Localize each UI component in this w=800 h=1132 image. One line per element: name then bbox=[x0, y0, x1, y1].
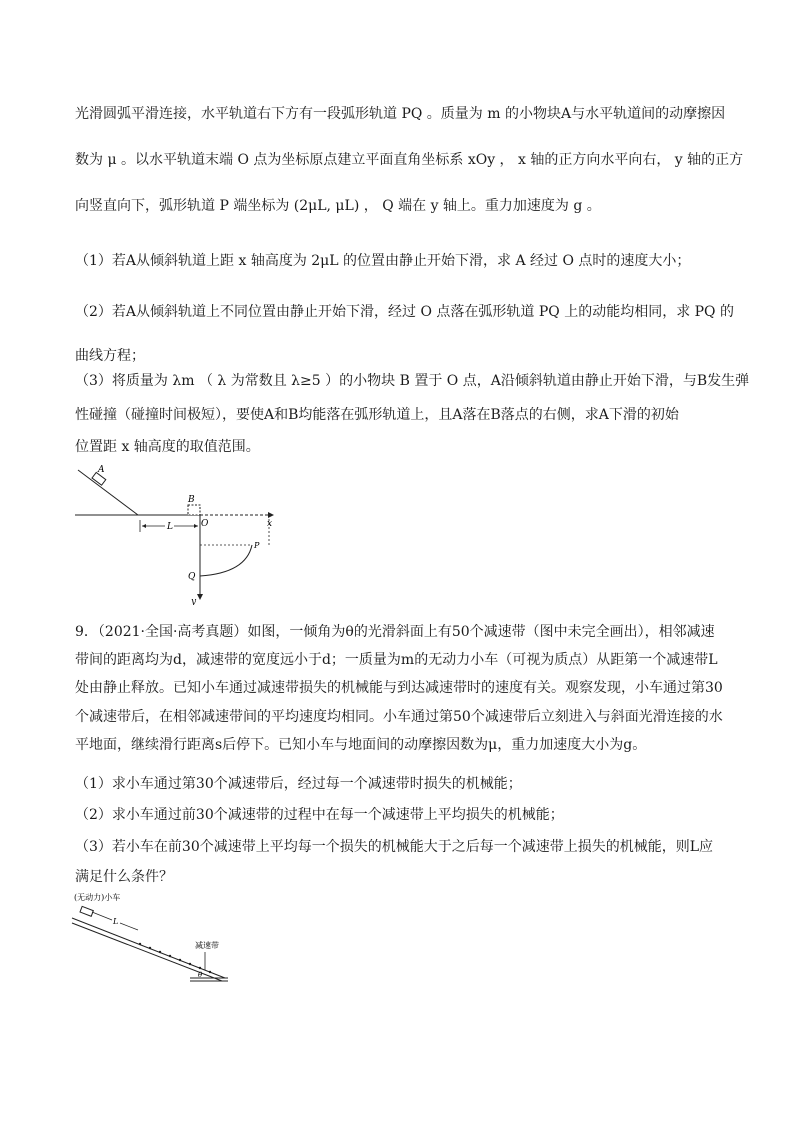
problem8-line-8: 性碰撞（碰撞时间极短），要使A和B均能落在弧形轨道上，且A落在B落点的右侧，求A下滑的初始 bbox=[75, 407, 679, 423]
problem8-line-1: 光滑圆弧平滑连接，水平轨道右下方有一段弧形轨道 PQ 。质量为 m 的小物块A与水平轨道间的动摩擦因 bbox=[75, 106, 726, 122]
label-bump: 减速带 bbox=[195, 941, 219, 950]
problem9-figure bbox=[70, 890, 240, 985]
label-p: P bbox=[254, 541, 260, 550]
problem8-line-9: 位置距 x 轴高度的取值范围。 bbox=[75, 439, 260, 455]
label-a: A bbox=[98, 465, 105, 475]
label-theta: θ bbox=[198, 971, 203, 979]
label-x: x bbox=[267, 519, 273, 529]
problem8-line-3: 向竖直向下，弧形轨道 P 端坐标为 (2μL, μL) ， Q 端在 y 轴上。重力加速度为 g 。 bbox=[75, 198, 601, 214]
label-o: O bbox=[201, 519, 209, 529]
problem9-line-1: 9．（2021·全国·高考真题）如图，一倾角为θ的光滑斜面上有50个减速带（图中未完全画出），相邻减速 bbox=[75, 624, 715, 640]
label-car: (无动力)小车 bbox=[74, 893, 121, 902]
problem9-question-1: （1）求小车通过第30个减速带后，经过每一个减速带时损失的机械能； bbox=[75, 776, 522, 792]
problem9-line-3: 处由静止释放。已知小车通过减速带损失的机械能与到达减速带时的速度有关。观察发现，小车通过第30 bbox=[75, 680, 723, 696]
problem8-question-2: （2）若A从倾斜轨道上不同位置由静止开始下滑，经过 O 点落在弧形轨道 PQ 上的动能均相同，求 PQ 的 bbox=[75, 304, 734, 320]
arc-pq bbox=[200, 545, 252, 576]
problem8-line-2: 数为 μ 。以水平轨道末端 O 点为坐标原点建立平面直角坐标系 xOy ， x 轴的正方向水平向右， y 轴的正方 bbox=[75, 152, 744, 168]
problem8-figure bbox=[70, 460, 290, 605]
problem8-line-6: 曲线方程； bbox=[75, 348, 145, 364]
car bbox=[80, 906, 93, 916]
problem9-line-2: 带间的距离均为d，减速带的宽度远小于d；一质量为m的无动力小车（可视为质点）从距第一个减速带L bbox=[75, 652, 718, 668]
problem9-question-2: （2）求小车通过前30个减速带的过程中在每一个减速带上平均损失的机械能； bbox=[75, 807, 564, 823]
label-b: B bbox=[188, 495, 195, 505]
problem9-question-3: （3）若小车在前30个减速带上平均每一个损失的机械能大于之后每一个减速带上损失的机械能，则L应 bbox=[75, 839, 714, 855]
label-q: Q bbox=[188, 572, 196, 582]
label-y: y bbox=[191, 597, 197, 605]
label-l9: L bbox=[113, 917, 119, 926]
problem9-line-4: 个减速带后，在相邻减速带间的平均速度均相同。小车通过第50个减速带后立刻进入与斜面光滑连接的水 bbox=[75, 709, 723, 725]
block-b bbox=[188, 505, 200, 515]
problem8-question-1: （1）若A从倾斜轨道上距 x 轴高度为 2μL 的位置由静止开始下滑，求 A 经过 O 点时的速度大小； bbox=[75, 253, 691, 269]
problem8-question-3: （3）将质量为 λm （ λ 为常数且 λ≥5 ）的小物块 B 置于 O 点，A沿倾斜轨道由静止开始下滑，与B发生弹 bbox=[75, 373, 750, 389]
problem9-line-9: 满足什么条件？ bbox=[75, 869, 173, 885]
label-l: L bbox=[167, 522, 173, 532]
problem9-line-5: 平地面，继续滑行距离s后停下。已知小车与地面间的动摩擦因数为μ，重力加速度大小为g。 bbox=[75, 737, 647, 753]
